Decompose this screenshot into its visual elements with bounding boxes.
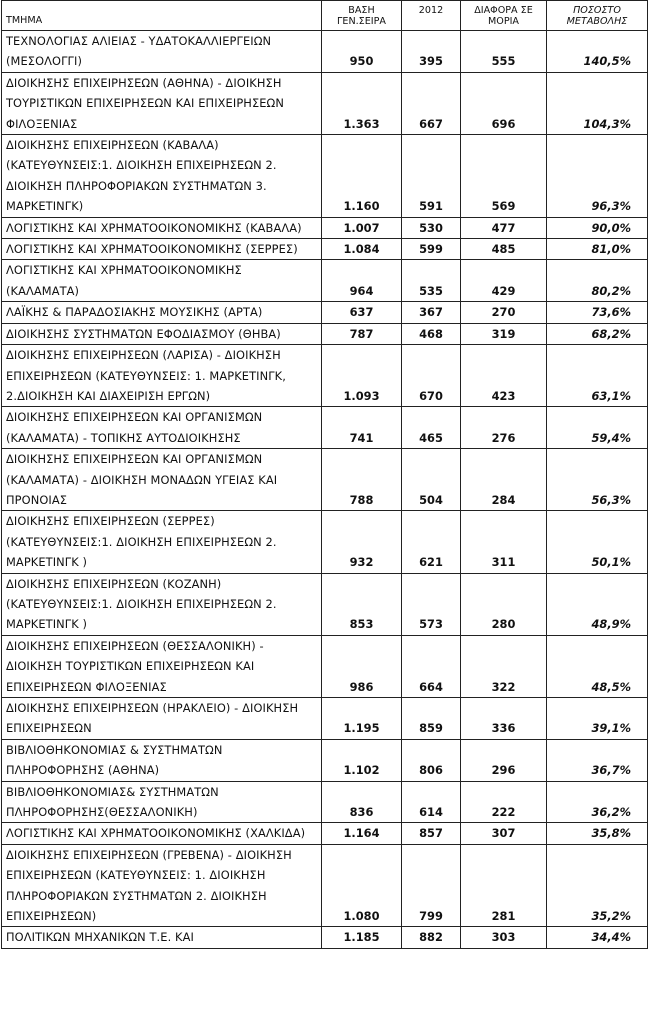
score-difference: 485 [461,239,547,260]
table-row [2,739,648,781]
score-difference: 322 [461,635,547,697]
score-difference: 336 [461,698,547,740]
percent-change: 48,5% [547,635,648,697]
score-difference: 284 [461,449,547,511]
table-row [2,781,648,823]
table-row [2,407,648,449]
table-row [2,449,648,511]
header-2012: 2012 [402,1,461,31]
table-row [2,72,648,134]
score-difference: 303 [461,927,547,948]
score-difference: 696 [461,72,547,134]
score-difference: 429 [461,260,547,302]
header-row [2,1,648,31]
header-percent-change: ΠΟΣΟΣΤΟ ΜΕΤΑΒΟΛΗΣ [547,1,648,31]
score-2012: 859 [402,698,461,740]
percent-change: 50,1% [547,511,648,573]
department-name: ΔΙΟΙΚΗΣΗΣ ΣΥΣΤΗΜΑΤΩΝ ΕΦΟΔΙΑΣΜΟΥ (ΘΗΒΑ) [2,323,322,344]
department-name: ΒΙΒΛΙΟΘΗΚΟΝΟΜΙΑΣ& ΣΥΣΤΗΜΑΤΩΝ ΠΛΗΡΟΦΟΡΗΣΗΣ(ΘΕΣΣΑΛΟΝΙΚΗ) [2,781,322,823]
department-name: ΛΟΓΙΣΤΙΚΗΣ ΚΑΙ ΧΡΗΜΑΤΟΟΙΚΟΝΟΜΙΚΗΣ (ΚΑΒΑΛΑ) [2,217,322,238]
percent-change: 104,3% [547,72,648,134]
table-row [2,260,648,302]
table-row [2,698,648,740]
table-row [2,31,648,73]
score-difference: 281 [461,844,547,927]
base-score: 1.093 [322,345,402,407]
score-2012: 599 [402,239,461,260]
department-name: ΔΙΟΙΚΗΣΗΣ ΕΠΙΧΕΙΡΗΣΕΩΝ (ΚΑΒΑΛΑ) (ΚΑΤΕΥΘΥΝΣΕΙΣ:1. ΔΙΟΙΚΗΣΗ ΕΠΙΧΕΙΡΗΣΕΩΝ 2. ΔΙΟΙΚΗΣΗ ΠΛΗΡΟΦΟΡΙΑΚΩΝ ΣΥΣΤΗΜΑΤΩΝ 3. ΜΑΡΚΕΤΙΝΓΚ) [2,135,322,218]
percent-change: 34,4% [547,927,648,948]
score-2012: 667 [402,72,461,134]
table-row [2,927,648,948]
table-row [2,511,648,573]
table-row [2,323,648,344]
table-row [2,345,648,407]
department-name: ΔΙΟΙΚΗΣΗΣ ΕΠΙΧΕΙΡΗΣΕΩΝ (ΑΘΗΝΑ) - ΔΙΟΙΚΗΣΗ ΤΟΥΡΙΣΤΙΚΩΝ ΕΠΙΧΕΙΡΗΣΕΩΝ ΚΑΙ ΕΠΙΧΕΙΡΗΣΕΩΝ ΦΙΛΟΞΕΝΙΑΣ [2,72,322,134]
table-row [2,635,648,697]
department-name: ΛΟΓΙΣΤΙΚΗΣ ΚΑΙ ΧΡΗΜΑΤΟΟΙΚΟΝΟΜΙΚΗΣ (ΧΑΛΚΙΔΑ) [2,823,322,844]
score-2012: 395 [402,31,461,73]
base-score: 637 [322,302,402,323]
percent-change: 36,2% [547,781,648,823]
department-name: ΛΟΓΙΣΤΙΚΗΣ ΚΑΙ ΧΡΗΜΑΤΟΟΙΚΟΝΟΜΙΚΗΣ (ΣΕΡΡΕΣ) [2,239,322,260]
base-score: 853 [322,573,402,635]
score-2012: 535 [402,260,461,302]
score-2012: 614 [402,781,461,823]
base-score: 1.363 [322,72,402,134]
score-2012: 670 [402,345,461,407]
score-difference: 280 [461,573,547,635]
base-score: 836 [322,781,402,823]
department-name: ΔΙΟΙΚΗΣΗΣ ΕΠΙΧΕΙΡΗΣΕΩΝ ΚΑΙ ΟΡΓΑΝΙΣΜΩΝ (ΚΑΛΑΜΑΤΑ) - ΔΙΟΙΚΗΣΗ ΜΟΝΑΔΩΝ ΥΓΕΙΑΣ ΚΑΙ ΠΡΟΝΟΙΑΣ [2,449,322,511]
score-2012: 591 [402,135,461,218]
percent-change: 59,4% [547,407,648,449]
department-name: ΔΙΟΙΚΗΣΗΣ ΕΠΙΧΕΙΡΗΣΕΩΝ (ΗΡΑΚΛΕΙΟ) - ΔΙΟΙΚΗΣΗ ΕΠΙΧΕΙΡΗΣΕΩΝ [2,698,322,740]
score-2012: 621 [402,511,461,573]
score-difference: 477 [461,217,547,238]
department-name: ΠΟΛΙΤΙΚΩΝ ΜΗΧΑΝΙΚΩΝ Τ.Ε. ΚΑΙ [2,927,322,948]
department-name: ΛΑΪΚΗΣ & ΠΑΡΑΔΟΣΙΑΚΗΣ ΜΟΥΣΙΚΗΣ (ΑΡΤΑ) [2,302,322,323]
department-name: ΤΕΧΝΟΛΟΓΙΑΣ ΑΛΙΕΙΑΣ - ΥΔΑΤΟΚΑΛΛΙΕΡΓΕΙΩΝ (ΜΕΣΟΛΟΓΓΙ) [2,31,322,73]
base-score: 788 [322,449,402,511]
score-2012: 367 [402,302,461,323]
department-name: ΔΙΟΙΚΗΣΗΣ ΕΠΙΧΕΙΡΗΣΕΩΝ (ΓΡΕΒΕΝΑ) - ΔΙΟΙΚΗΣΗ ΕΠΙΧΕΙΡΗΣΕΩΝ (ΚΑΤΕΥΘΥΝΣΕΙΣ: 1. ΔΙΟΙΚΗΣΗ ΠΛΗΡΟΦΟΡΙΑΚΩΝ ΣΥΣΤΗΜΑΤΩΝ 2. ΔΙΟΙΚΗΣΗ ΕΠΙΧΕΙΡΗΣΕΩΝ) [2,844,322,927]
base-score: 1.164 [322,823,402,844]
score-2012: 882 [402,927,461,948]
table-row [2,302,648,323]
table-row [2,844,648,927]
percent-change: 90,0% [547,217,648,238]
results-table [1,0,648,949]
base-score: 932 [322,511,402,573]
department-name: ΔΙΟΙΚΗΣΗΣ ΕΠΙΧΕΙΡΗΣΕΩΝ ΚΑΙ ΟΡΓΑΝΙΣΜΩΝ (ΚΑΛΑΜΑΤΑ) - ΤΟΠΙΚΗΣ ΑΥΤΟΔΙΟΙΚΗΣΗΣ [2,407,322,449]
table-row [2,217,648,238]
score-difference: 569 [461,135,547,218]
percent-change: 39,1% [547,698,648,740]
score-2012: 504 [402,449,461,511]
percent-change: 81,0% [547,239,648,260]
department-name: ΔΙΟΙΚΗΣΗΣ ΕΠΙΧΕΙΡΗΣΕΩΝ (ΣΕΡΡΕΣ) (ΚΑΤΕΥΘΥΝΣΕΙΣ:1. ΔΙΟΙΚΗΣΗ ΕΠΙΧΕΙΡΗΣΕΩΝ 2. ΜΑΡΚΕΤΙΝΓΚ ) [2,511,322,573]
header-difference: ΔΙΑΦΟΡΑ ΣΕ ΜΟΡΙΑ [461,1,547,31]
base-score: 1.160 [322,135,402,218]
percent-change: 56,3% [547,449,648,511]
percent-change: 36,7% [547,739,648,781]
table-row [2,239,648,260]
score-2012: 857 [402,823,461,844]
percent-change: 68,2% [547,323,648,344]
base-score: 1.007 [322,217,402,238]
score-2012: 799 [402,844,461,927]
percent-change: 35,8% [547,823,648,844]
department-name: ΔΙΟΙΚΗΣΗΣ ΕΠΙΧΕΙΡΗΣΕΩΝ (ΛΑΡΙΣΑ) - ΔΙΟΙΚΗΣΗ ΕΠΙΧΕΙΡΗΣΕΩΝ (ΚΑΤΕΥΘΥΝΣΕΙΣ: 1. ΜΑΡΚΕΤΙΝΓΚ, 2.ΔΙΟΙΚΗΣΗ ΚΑΙ ΔΙΑΧΕΙΡΙΣΗ ΕΡΓΩΝ) [2,345,322,407]
table-row [2,135,648,218]
percent-change: 80,2% [547,260,648,302]
base-score: 787 [322,323,402,344]
score-2012: 468 [402,323,461,344]
score-2012: 664 [402,635,461,697]
score-difference: 307 [461,823,547,844]
score-difference: 311 [461,511,547,573]
base-score: 1.080 [322,844,402,927]
header-department: ΤΜΗΜΑ [2,1,322,31]
percent-change: 48,9% [547,573,648,635]
percent-change: 35,2% [547,844,648,927]
base-score: 1.185 [322,927,402,948]
percent-change: 63,1% [547,345,648,407]
table-row [2,823,648,844]
base-score: 964 [322,260,402,302]
base-score: 950 [322,31,402,73]
base-score: 986 [322,635,402,697]
score-difference: 222 [461,781,547,823]
score-2012: 806 [402,739,461,781]
score-difference: 296 [461,739,547,781]
department-name: ΒΙΒΛΙΟΘΗΚΟΝΟΜΙΑΣ & ΣΥΣΤΗΜΑΤΩΝ ΠΛΗΡΟΦΟΡΗΣΗΣ (ΑΘΗΝΑ) [2,739,322,781]
score-difference: 276 [461,407,547,449]
score-2012: 573 [402,573,461,635]
department-name: ΔΙΟΙΚΗΣΗΣ ΕΠΙΧΕΙΡΗΣΕΩΝ (ΘΕΣΣΑΛΟΝΙΚΗ) - ΔΙΟΙΚΗΣΗ ΤΟΥΡΙΣΤΙΚΩΝ ΕΠΙΧΕΙΡΗΣΕΩΝ ΚΑΙ ΕΠΙΧΕΙΡΗΣΕΩΝ ΦΙΛΟΞΕΝΙΑΣ [2,635,322,697]
score-2012: 530 [402,217,461,238]
score-difference: 270 [461,302,547,323]
base-score: 1.102 [322,739,402,781]
score-2012: 465 [402,407,461,449]
percent-change: 73,6% [547,302,648,323]
score-difference: 555 [461,31,547,73]
base-score: 1.084 [322,239,402,260]
base-score: 741 [322,407,402,449]
table-row [2,573,648,635]
percent-change: 96,3% [547,135,648,218]
score-difference: 423 [461,345,547,407]
base-score: 1.195 [322,698,402,740]
percent-change: 140,5% [547,31,648,73]
score-difference: 319 [461,323,547,344]
department-name: ΛΟΓΙΣΤΙΚΗΣ ΚΑΙ ΧΡΗΜΑΤΟΟΙΚΟΝΟΜΙΚΗΣ (ΚΑΛΑΜΑΤΑ) [2,260,322,302]
department-name: ΔΙΟΙΚΗΣΗΣ ΕΠΙΧΕΙΡΗΣΕΩΝ (ΚΟΖΑΝΗ) (ΚΑΤΕΥΘΥΝΣΕΙΣ:1. ΔΙΟΙΚΗΣΗ ΕΠΙΧΕΙΡΗΣΕΩΝ 2. ΜΑΡΚΕΤΙΝΓΚ ) [2,573,322,635]
header-base: ΒΑΣΗ ΓΕΝ.ΣΕΙΡΑ [322,1,402,31]
